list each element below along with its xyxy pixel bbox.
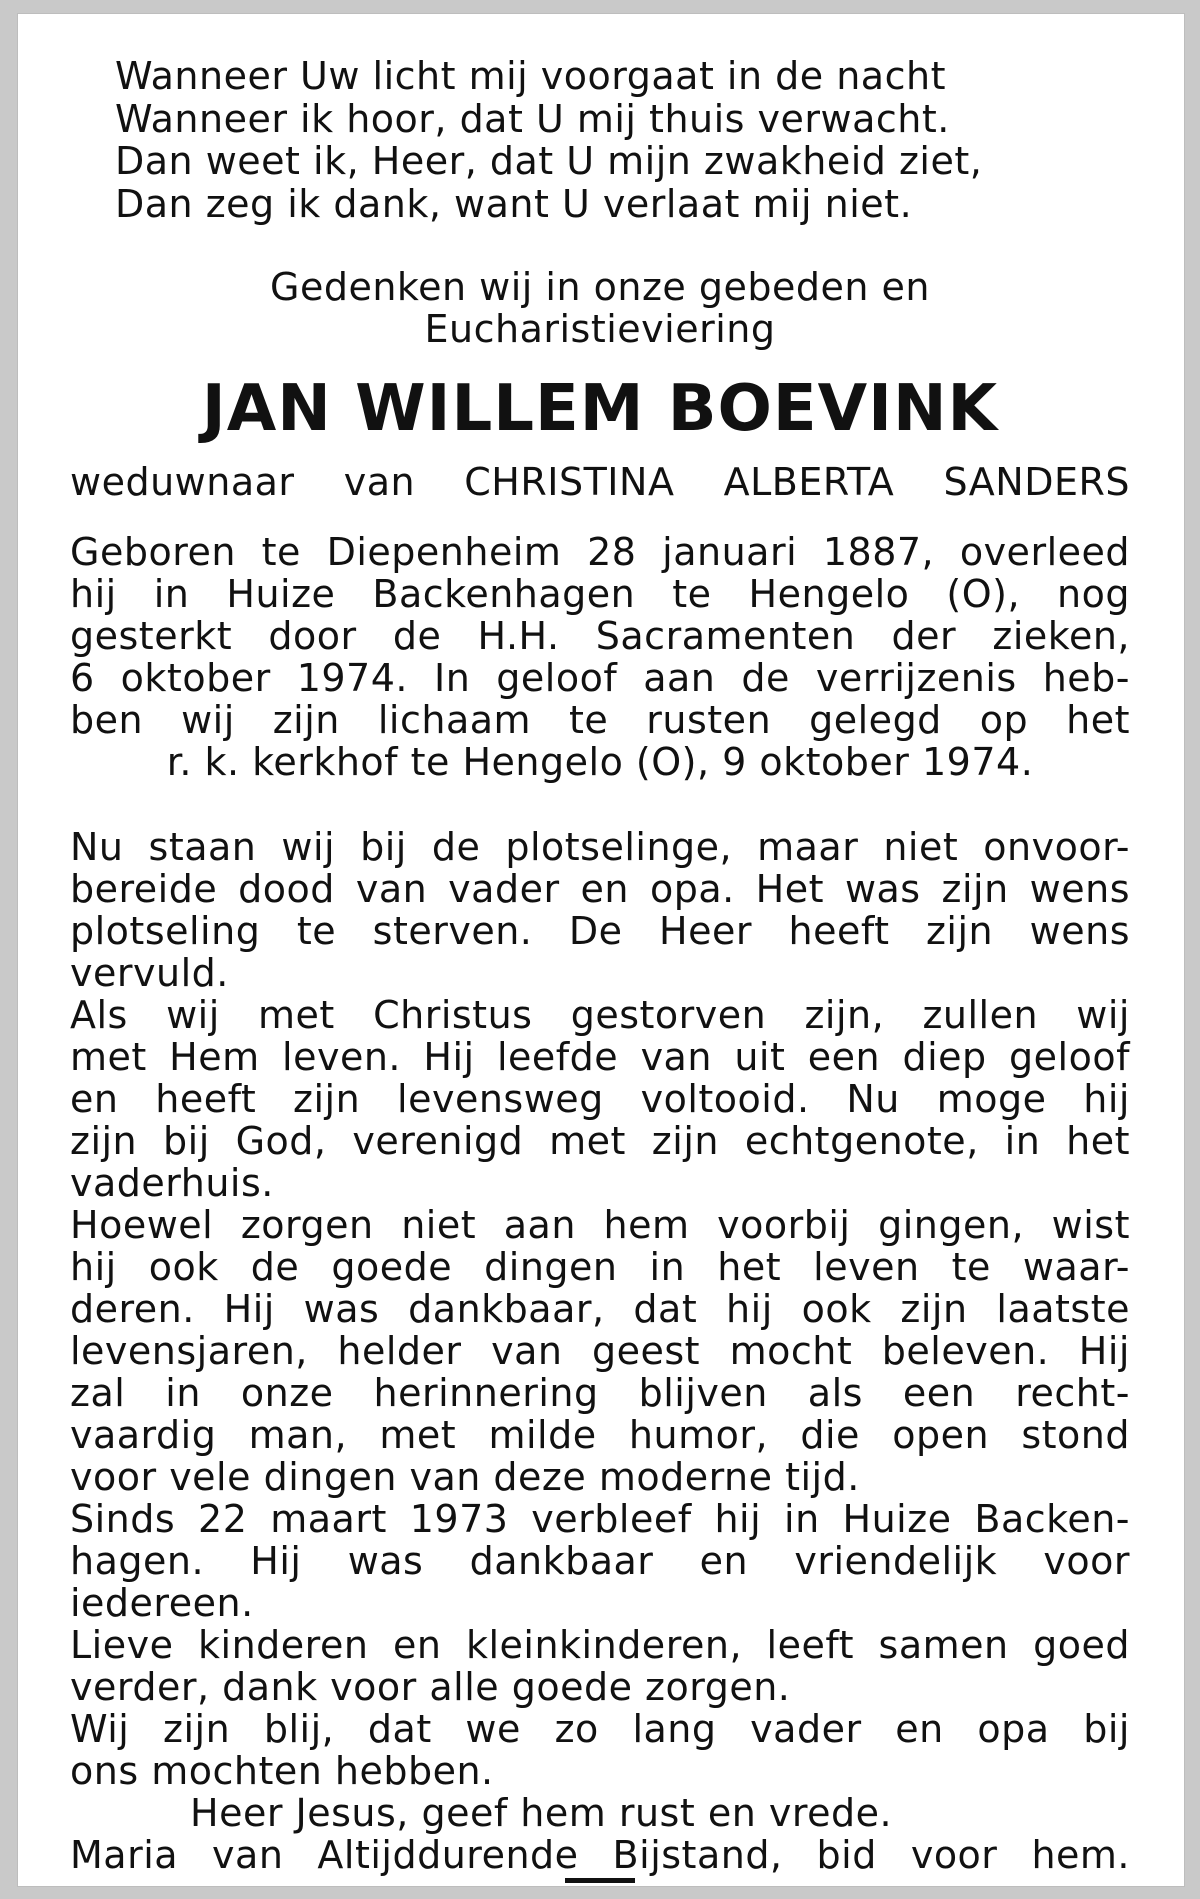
bio-line: gesterkt door de H.H. Sacramenten der zieken, xyxy=(70,614,1130,658)
text-line: vaardig man, met milde humor, die open stond xyxy=(70,1413,1130,1457)
bio-line: ben wij zijn lichaam te rusten gelegd op het xyxy=(70,698,1130,742)
text-line: en heeft zijn levensweg voltooid. Nu moge hij xyxy=(70,1077,1130,1121)
text-line: Wij zijn blij, dat we zo lang vader en opa bij xyxy=(70,1707,1130,1751)
poem-line-2: Wanneer ik hoor, dat U mij thuis verwacht. xyxy=(115,97,950,141)
widower-line: weduwnaar van CHRISTINA ALBERTA SANDERS xyxy=(70,460,1130,504)
text-line: hij ook de goede dingen in het leven te waar- xyxy=(70,1245,1130,1289)
bio-line: Geboren te Diepenheim 28 januari 1887, overleed xyxy=(70,530,1130,574)
text-line: Hoewel zorgen niet aan hem voorbij gingen, wist xyxy=(70,1203,1130,1247)
closing-line-2: Maria van Altijddurende Bijstand, bid voor hem. xyxy=(70,1833,1130,1877)
text-line: Als wij met Christus gestorven zijn, zullen wij xyxy=(70,993,1130,1037)
closing-line-1: Heer Jesus, geef hem rust en vrede. xyxy=(190,1791,893,1835)
text-line: Lieve kinderen en kleinkinderen, leeft samen goed xyxy=(70,1623,1130,1667)
text-line: bereide dood van vader en opa. Het was zijn wens xyxy=(70,867,1130,911)
deceased-name: JAN WILLEM BOEVINK xyxy=(201,372,999,446)
text-line: met Hem leven. Hij leefde van uit een diep geloof xyxy=(70,1035,1130,1079)
text-line: verder, dank voor alle goede zorgen. xyxy=(70,1665,791,1709)
text-line: levensjaren, helder van geest mocht beleven. Hij xyxy=(70,1329,1130,1373)
poem-line-3: Dan weet ik, Heer, dat U mijn zwakheid ziet, xyxy=(115,139,983,183)
text-line: plotseling te sterven. De Heer heeft zijn wens xyxy=(70,909,1130,953)
text-line: deren. Hij was dankbaar, dat hij ook zijn laatste xyxy=(70,1287,1130,1331)
text-line: iedereen. xyxy=(70,1581,254,1625)
intro-line-1: Gedenken wij in onze gebeden en xyxy=(270,265,930,309)
poem-line-1: Wanneer Uw licht mij voorgaat in de nacht xyxy=(115,54,946,98)
text-line: voor vele dingen van deze moderne tijd. xyxy=(70,1455,860,1499)
bio-line: hij in Huize Backenhagen te Hengelo (O), nog xyxy=(70,572,1130,616)
text-line: vaderhuis. xyxy=(70,1161,274,1205)
bio-line: 6 oktober 1974. In geloof aan de verrijzenis heb- xyxy=(70,656,1130,700)
intro-line-2: Eucharistieviering xyxy=(424,307,776,351)
text-line: hagen. Hij was dankbaar en vriendelijk voor xyxy=(70,1539,1130,1583)
bio-line: r. k. kerkhof te Hengelo (O), 9 oktober 1974. xyxy=(166,740,1034,784)
text-line: zijn bij God, verenigd met zijn echtgenote, in het xyxy=(70,1119,1130,1163)
text-line: Sinds 22 maart 1973 verbleef hij in Huize Backen- xyxy=(70,1497,1130,1541)
text-line: zal in onze herinnering blijven als een recht- xyxy=(70,1371,1130,1415)
text-line: ons mochten hebben. xyxy=(70,1749,494,1793)
text-line: Nu staan wij bij de plotselinge, maar niet onvoor- xyxy=(70,825,1130,869)
poem-line-4: Dan zeg ik dank, want U verlaat mij niet. xyxy=(115,182,913,226)
bottom-rule xyxy=(565,1878,635,1883)
text-line: vervuld. xyxy=(70,951,229,995)
